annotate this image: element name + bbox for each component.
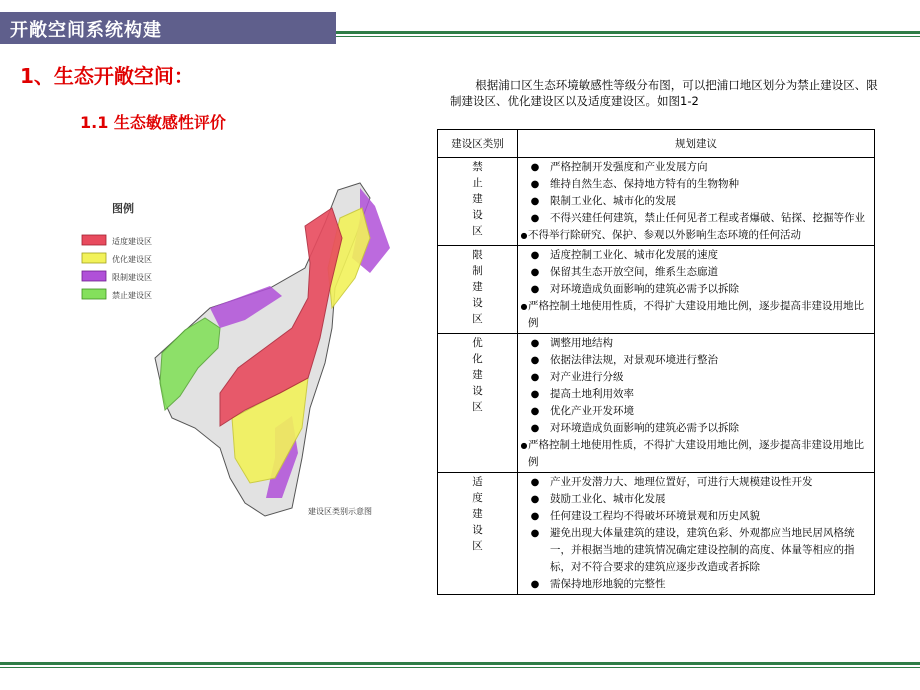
bullet-icon: ●: [530, 423, 540, 434]
category-label: 禁止建设区: [472, 161, 483, 237]
advice-text: 适度控制工业化、城市化发展的速度: [550, 249, 718, 261]
category-label: 适度建设区: [472, 476, 483, 552]
advice-item: [520, 508, 870, 525]
legend-item: [82, 253, 152, 264]
legend-title: 图例: [112, 202, 134, 215]
category-label: 限制建设区: [472, 249, 483, 325]
bullet-icon: ●: [530, 477, 540, 488]
advice-text: 严格控制开发强度和产业发展方向: [550, 161, 708, 173]
advice-item: [520, 491, 870, 508]
advice-text: 严格控制土地使用性质，不得扩大建设用地比例，逐步提高非建设用地比例: [528, 439, 864, 468]
bullet-icon: ●: [530, 196, 540, 207]
advice-item: [520, 264, 870, 281]
advice-item: [520, 227, 870, 244]
advice-text: 调整用地结构: [550, 337, 613, 349]
category-label: 优化建设区: [472, 337, 483, 413]
advice-text: 对环境造成负面影响的建筑必需予以拆除: [550, 422, 739, 434]
legend-swatch-optimize: [82, 253, 106, 263]
legend-label: 禁止建设区: [112, 291, 152, 300]
advice-text: 避免出现大体量建筑的建设，建筑色彩、外观都应当地民居风格统一，并根据当地的建筑情况确定建设控制的高度、体量等相应的指标，对不符合要求的建筑应逐步改造或者拆除: [550, 527, 855, 573]
footer-rule: [0, 662, 920, 665]
advice-item: [520, 193, 870, 210]
bullet-icon: ●: [530, 372, 540, 383]
advice-text: 优化产业开发环境: [550, 405, 634, 417]
advice-text: 提高土地利用效率: [550, 388, 634, 400]
bullet-icon: ●: [520, 441, 528, 450]
table-row: [438, 334, 875, 473]
legend-item: [82, 235, 152, 246]
advice-item: [520, 352, 870, 369]
table-header-row: [438, 130, 875, 158]
section-subheading: 1.1 生态敏感性评价: [80, 113, 226, 132]
category-cell: [438, 158, 518, 246]
advice-item: [520, 525, 870, 576]
advice-item: [520, 298, 870, 332]
advice-text: 产业开发潜力大、地理位置好，可进行大规模建设性开发: [550, 476, 813, 488]
legend-label: 适度建设区: [112, 237, 152, 246]
legend-item: [82, 289, 152, 300]
advice-item: [520, 576, 870, 593]
legend-swatch-moderate: [82, 235, 106, 245]
advice-item: [520, 386, 870, 403]
bullet-icon: ●: [530, 162, 540, 173]
bullet-icon: ●: [530, 267, 540, 278]
advice-text: 维持自然生态、保持地方特有的生物物种: [550, 178, 739, 190]
bullet-icon: ●: [530, 250, 540, 261]
bullet-icon: ●: [530, 579, 540, 590]
bullet-icon: ●: [520, 231, 528, 240]
advice-item: [520, 247, 870, 264]
header-rule-thin: [336, 36, 920, 37]
advice-item: [520, 420, 870, 437]
bullet-icon: ●: [530, 284, 540, 295]
map-caption: 建设区类别示意图: [308, 507, 372, 516]
legend-label: 限制建设区: [112, 273, 152, 282]
advice-cell: [518, 334, 875, 473]
table-row: [438, 158, 875, 246]
advice-cell: [518, 473, 875, 595]
bullet-icon: ●: [530, 389, 540, 400]
legend-swatch-prohibited: [82, 289, 106, 299]
legend-swatch-restricted: [82, 271, 106, 281]
category-cell: [438, 334, 518, 473]
title-bar: [0, 12, 336, 44]
bullet-icon: ●: [530, 494, 540, 505]
advice-text: 需保持地形地貌的完整性: [550, 578, 666, 590]
advice-item: [520, 176, 870, 193]
bullet-icon: ●: [530, 528, 540, 539]
advice-text: 任何建设工程均不得破坏环境景观和历史风貌: [550, 510, 760, 522]
advice-item: [520, 159, 870, 176]
bullet-icon: ●: [530, 355, 540, 366]
column-header-advice: 规划建议: [518, 130, 875, 158]
legend-item: [82, 271, 152, 282]
advice-text: 不得兴建任何建筑，禁止任何见者工程或者爆破、钻探、挖掘等作业: [550, 212, 865, 224]
advice-text: 依据法律法规，对景观环境进行整治: [550, 354, 718, 366]
category-cell: [438, 246, 518, 334]
intro-paragraph: 根据浦口区生态环境敏感性等级分布图，可以把浦口地区划分为禁止建设区、限制建设区、优化建设区以及适度建设区。如图1-2: [450, 78, 878, 108]
bullet-icon: ●: [530, 179, 540, 190]
advice-text: 严格控制土地使用性质，不得扩大建设用地比例，逐步提高非建设用地比例: [528, 300, 864, 329]
advice-item: [520, 403, 870, 420]
advice-text: 对产业进行分级: [550, 371, 624, 383]
header-rule: [336, 31, 920, 34]
table-row: [438, 473, 875, 595]
advice-text: 不得举行除研究、保护、参观以外影响生态环境的任何活动: [528, 229, 801, 241]
advice-text: 保留其生态开放空间，维系生态廊道: [550, 266, 718, 278]
advice-item: [520, 369, 870, 386]
section-heading: 1、生态开敞空间：: [20, 64, 194, 88]
advice-cell: [518, 246, 875, 334]
bullet-icon: ●: [530, 338, 540, 349]
column-header-category: 建设区类别: [438, 130, 518, 158]
table-row: [438, 246, 875, 334]
advice-cell: [518, 158, 875, 246]
advice-item: [520, 474, 870, 491]
table-body: [438, 158, 875, 595]
zoning-map: [70, 178, 420, 523]
bullet-icon: ●: [530, 213, 540, 224]
advice-text: 鼓励工业化、城市化发展: [550, 493, 666, 505]
bullet-icon: ●: [530, 406, 540, 417]
page-title: 开敞空间系统构建: [10, 20, 162, 41]
advice-item: [520, 437, 870, 471]
advice-text: 对环境造成负面影响的建筑必需予以拆除: [550, 283, 739, 295]
bullet-icon: ●: [520, 302, 528, 311]
bullet-icon: ●: [530, 511, 540, 522]
legend-label: 优化建设区: [112, 255, 152, 264]
planning-table: [437, 129, 875, 595]
advice-item: [520, 210, 870, 227]
advice-item: [520, 281, 870, 298]
advice-text: 限制工业化、城市化的发展: [550, 195, 676, 207]
footer-rule-thin: [0, 667, 920, 668]
category-cell: [438, 473, 518, 595]
advice-item: [520, 335, 870, 352]
